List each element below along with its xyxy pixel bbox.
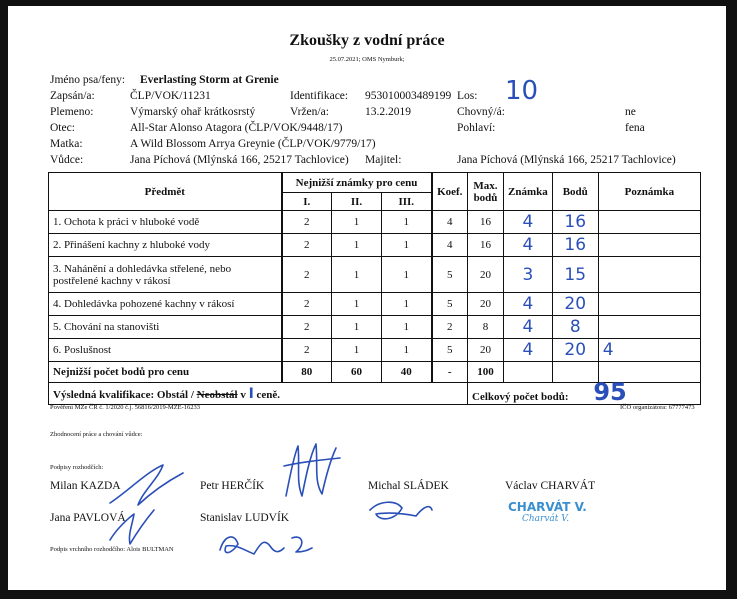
row-min-i: 2 — [282, 339, 332, 362]
row-poznamka — [598, 316, 700, 339]
row-predmet: 6. Poslušnost — [49, 339, 282, 362]
row-min-i: 2 — [282, 234, 332, 257]
row-min-iii: 1 — [382, 257, 432, 293]
row-min-iii: 1 — [382, 211, 432, 234]
signature-hercik — [276, 436, 346, 506]
protocol-sheet — [8, 6, 726, 590]
row-predmet: 3. Nahánění a dohledávka střelené, nebo postřelené kachny v rákosí — [49, 257, 282, 293]
row-bodu: 20 — [552, 293, 598, 316]
row-min-ii: 1 — [332, 316, 382, 339]
zapsan-value: ČLP/VOK/11231 — [130, 90, 211, 102]
plemeno-label: Plemeno: — [50, 106, 94, 118]
pohlavi-value: fena — [625, 122, 645, 134]
total-value: 95 — [593, 377, 627, 406]
header-bodu: Bodů — [552, 173, 598, 211]
povereni-text: Pověření MZe ČR č. 1/2020 č.j. 56816/2019-MZE-16233 — [50, 404, 201, 411]
signature-sladek — [366, 496, 436, 526]
row-min-i: 2 — [282, 293, 332, 316]
min-row-label: Nejnižší počet bodů pro cenu — [49, 362, 282, 383]
row-koef: 2 — [432, 316, 468, 339]
row-bodu: 16 — [552, 211, 598, 234]
chovny-label: Chovný/á: — [457, 106, 505, 118]
majitel-label: Majitel: — [365, 154, 402, 166]
table-row — [49, 234, 701, 257]
vudce-label: Vůdce: — [50, 154, 84, 166]
charvat-stamp-signature: Charvát V. — [522, 514, 570, 524]
page-title: Zkoušky z vodní práce — [289, 32, 445, 49]
row-predmet: 5. Chování na stanovišti — [49, 316, 282, 339]
table-row — [49, 293, 701, 316]
header-min-znamky: Nejnižší známky pro cenu — [282, 173, 432, 193]
min-row-ii: 60 — [332, 362, 382, 383]
min-row-koef: - — [432, 362, 468, 383]
row-znamka: 4 — [504, 339, 553, 362]
row-min-iii: 1 — [382, 316, 432, 339]
row-min-ii: 1 — [332, 293, 382, 316]
zapsan-label: Zapsán/a: — [50, 90, 95, 102]
min-row-iii: 40 — [382, 362, 432, 383]
majitel-value: Jana Píchová (Mlýnská 166, 25217 Tachlovice) — [457, 154, 676, 166]
zhodnoceni-text: Zhodnocení práce a chování vůdce: — [50, 431, 143, 438]
row-min-i: 2 — [282, 211, 332, 234]
los-value: 10 — [505, 76, 539, 106]
row-koef: 4 — [432, 234, 468, 257]
judge-hercik: Petr HERČÍK — [200, 480, 265, 492]
otec-value: All-Star Alonso Atagora (ČLP/VOK/9448/17) — [130, 122, 343, 134]
ico-text: IČO organizátora: 67777473 — [620, 404, 695, 411]
row-predmet: 2. Přinášení kachny z hluboké vody — [49, 234, 282, 257]
row-znamka: 3 — [504, 257, 553, 293]
row-bodu: 20 — [552, 339, 598, 362]
chovny-value: ne — [625, 106, 636, 118]
header-predmet: Předmět — [49, 173, 282, 211]
row-predmet: 1. Ochota k práci v hluboké vodě — [49, 211, 282, 234]
header-znamka: Známka — [504, 173, 553, 211]
score-table — [48, 172, 701, 405]
table-row — [49, 211, 701, 234]
table-row — [49, 257, 701, 293]
row-znamka: 4 — [504, 234, 553, 257]
vrchni-text: Podpis vrchního rozhodčího: Alois BULTMAN — [50, 546, 174, 553]
row-bodu: 16 — [552, 234, 598, 257]
plemeno-value: Výmarský ohař krátkosrstý — [130, 106, 256, 118]
judge-charvat: Václav CHARVÁT — [505, 480, 596, 492]
table-row — [49, 316, 701, 339]
identifikace-label: Identifikace: — [290, 90, 349, 102]
table-row — [49, 339, 701, 362]
total-label: Celkový počet bodů: — [472, 390, 569, 403]
row-poznamka — [598, 211, 700, 234]
header-ii: II. — [332, 193, 382, 211]
row-poznamka — [598, 293, 700, 316]
row-min-ii: 1 — [332, 257, 382, 293]
row-min-iii: 1 — [382, 339, 432, 362]
row-koef: 5 — [432, 293, 468, 316]
row-max: 8 — [468, 316, 504, 339]
vrzen-label: Vržen/a: — [290, 106, 329, 118]
header-iii: III. — [382, 193, 432, 211]
header-max: Max. bodů — [468, 173, 504, 211]
row-max: 16 — [468, 211, 504, 234]
row-max: 20 — [468, 293, 504, 316]
row-min-i: 2 — [282, 257, 332, 293]
row-koef: 5 — [432, 339, 468, 362]
row-max: 16 — [468, 234, 504, 257]
struck-text: Neobstál — [196, 388, 238, 401]
vudce-value: Jana Píchová (Mlýnská 166, 25217 Tachlovice) — [130, 154, 349, 166]
row-max: 20 — [468, 339, 504, 362]
row-min-iii: 1 — [382, 293, 432, 316]
row-bodu: 15 — [552, 257, 598, 293]
min-row-max: 100 — [468, 362, 504, 383]
los-label: Los: — [457, 90, 478, 102]
header-koef: Koef. — [432, 173, 468, 211]
otec-label: Otec: — [50, 122, 75, 134]
judge-sladek: Michal SLÁDEK — [368, 480, 449, 492]
row-koef: 5 — [432, 257, 468, 293]
row-min-ii: 1 — [332, 211, 382, 234]
header-i: I. — [282, 193, 332, 211]
row-poznamka: 4 — [598, 339, 700, 362]
vrzen-value: 13.2.2019 — [365, 106, 411, 118]
dog-name: Everlasting Storm at Grenie — [140, 74, 279, 86]
row-min-ii: 1 — [332, 339, 382, 362]
judge-pavlova: Jana PAVLOVÁ — [50, 512, 126, 524]
min-row-i: 80 — [282, 362, 332, 383]
row-min-iii: 1 — [382, 234, 432, 257]
judge-kazda: Milan KAZDA — [50, 480, 121, 492]
date-place: 25.07.2021; OMS Nymburk; — [329, 56, 405, 63]
row-min-i: 2 — [282, 316, 332, 339]
identifikace-value: 953010003489199 — [365, 90, 452, 102]
jmeno-label: Jméno psa/feny: — [50, 74, 126, 86]
pohlavi-label: Pohlaví: — [457, 122, 496, 134]
row-poznamka — [598, 257, 700, 293]
row-max: 20 — [468, 257, 504, 293]
header-poznamka: Poznámka — [598, 173, 700, 211]
row-bodu: 8 — [552, 316, 598, 339]
signature-pavlova — [104, 504, 164, 549]
row-znamka: 4 — [504, 316, 553, 339]
signature-ludvik — [214, 524, 314, 564]
charvat-stamp: CHARVÁT V. — [508, 500, 587, 514]
podpisy-text: Podpisy rozhodčích: — [50, 464, 104, 471]
judge-ludvik: Stanislav LUDVÍK — [200, 512, 290, 524]
row-znamka: 4 — [504, 211, 553, 234]
matka-value: A Wild Blossom Arrya Greynie (ČLP/VOK/9779/17) — [130, 138, 376, 150]
row-znamka: 4 — [504, 293, 553, 316]
matka-label: Matka: — [50, 138, 83, 150]
result-qualification: Výsledná kvalifikace: Obstál / Neobstál v I ceně. — [49, 383, 468, 405]
total-cell — [468, 377, 701, 406]
row-min-ii: 1 — [332, 234, 382, 257]
row-poznamka — [598, 234, 700, 257]
row-predmet: 4. Dohledávka pohozené kachny v rákosí — [49, 293, 282, 316]
row-koef: 4 — [432, 211, 468, 234]
cena-value: I — [248, 385, 254, 402]
